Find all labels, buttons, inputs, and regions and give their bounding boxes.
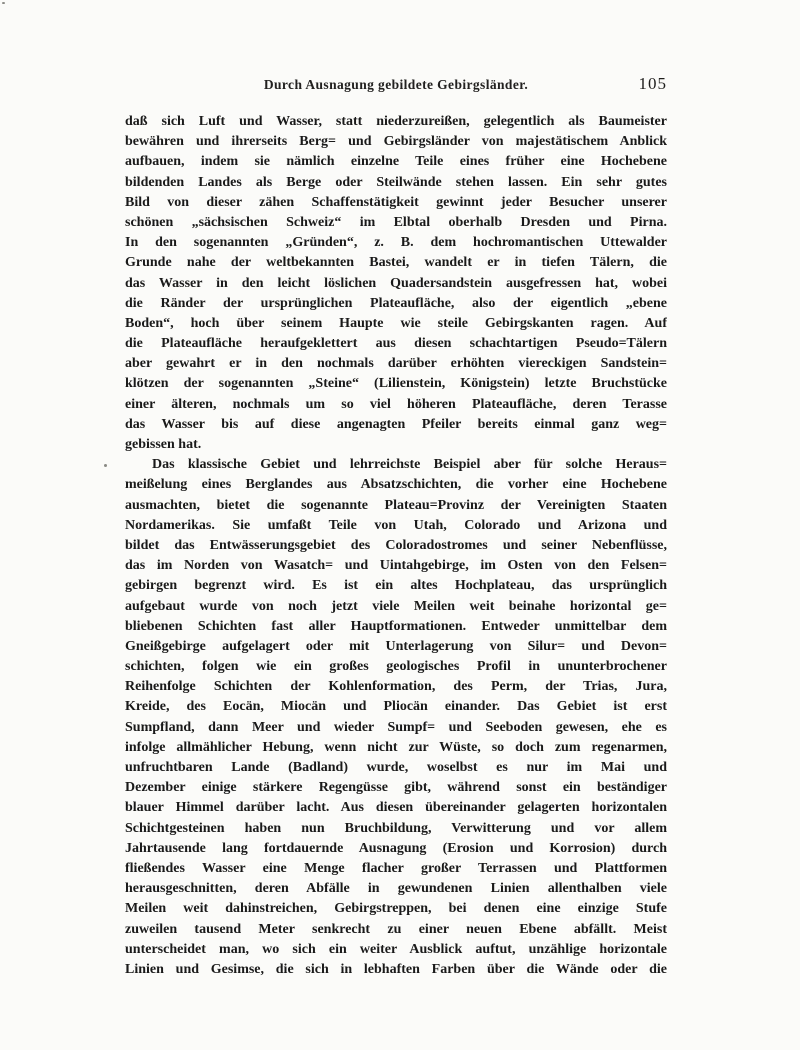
text-line: Schichtgesteinen haben nun Bruchbildung, Verwitterung und vor allem xyxy=(125,820,667,836)
scan-speck xyxy=(104,464,107,467)
text-line: Boden“, hoch über seinem Haupte wie steile Gebirgskanten ragen. Auf xyxy=(125,315,667,331)
text-line: bildenden Landes als Berge oder Steilwände stehen lassen. Ein sehr gutes xyxy=(125,174,667,190)
text-line: das Wasser in den leicht löslichen Quadersandstein ausgefressen hat, wobei xyxy=(125,275,667,291)
text-line: schönen „sächsischen Schweiz“ im Elbtal oberhalb Dresden und Pirna. xyxy=(125,214,667,230)
text-line: unterscheidet man, wo sich ein weiter Ausblick auftut, unzählige horizontale xyxy=(125,941,667,957)
text-line: herausgeschnitten, deren Abfälle in gewundenen Linien allenthalben viele xyxy=(125,881,667,897)
running-header xyxy=(125,74,667,96)
text-line: meißelung eines Berglandes aus Absatzschichten, die vorher eine Hochebene xyxy=(125,477,667,493)
text-line: Meilen weit dahinstreichen, Gebirgstreppen, bei denen eine einzige Stufe xyxy=(125,901,667,917)
text-line: unfruchtbaren Lande (Badland) wurde, woselbst es nur im Mai und xyxy=(125,760,667,775)
text-line: klötzen der sogenannten „Steine“ (Lilienstein, Königstein) letzte Bruchstücke xyxy=(125,376,667,392)
text-line: In den sogenannten „Gründen“, z. B. dem hochromantischen Uttewalder xyxy=(125,235,667,251)
text-line: einer älteren, nochmals um so viel höheren Plateaufläche, deren Terasse xyxy=(125,396,667,412)
text-line: Reihenfolge Schichten der Kohlenformation, des Perm, der Trias, Jura, xyxy=(125,679,667,695)
scan-speck xyxy=(2,2,5,4)
text-line: zuweilen tausend Meter senkrecht zu einer neuen Ebene abfällt. Meist xyxy=(125,921,667,937)
text-line: bildet das Entwässerungsgebiet des Coloradostromes und seiner Nebenflüsse, xyxy=(125,537,667,553)
text-line: Sumpfland, dann Meer und wieder Sumpf= und Seeboden gewesen, ehe es xyxy=(125,719,667,735)
text-line: infolge allmählicher Hebung, wenn nicht zur Wüste, so doch zum regenarmen, xyxy=(125,739,667,755)
text-line: blauer Himmel darüber lacht. Aus diesen übereinander gelagerten horizontalen xyxy=(125,800,667,816)
text-line: fließendes Wasser eine Menge flacher großer Terrassen und Plattformen xyxy=(125,860,667,876)
text-line: bliebenen Schichten fast aller Hauptformationen. Entweder unmittelbar dem xyxy=(125,618,667,634)
text-line: aufgebaut wurde von noch jetzt viele Meilen weit beinahe horizontal ge= xyxy=(125,598,667,614)
text-line: ausmachten, bietet die sogenannte Plateau=Provinz der Vereinigten Staaten xyxy=(125,497,667,513)
text-line: Das klassische Gebiet und lehrreichste Beispiel aber für solche Heraus= xyxy=(152,457,667,473)
text-line: das im Norden von Wasatch= und Uintahgebirge, im Osten von den Felsen= xyxy=(125,558,667,574)
text-line: Linien und Gesimse, die sich in lebhaften Farben über die Wände oder die xyxy=(125,961,667,977)
body-text xyxy=(125,112,667,980)
text-line: schichten, folgen wie ein großes geologisches Profil in ununterbrochener xyxy=(125,659,667,675)
text-line: Gneißgebirge aufgelagert oder mit Unterlagerung von Silur= und Devon= xyxy=(125,638,667,654)
text-line: Kreide, des Eocän, Miocän und Pliocän einander. Das Gebiet ist erst xyxy=(125,699,667,715)
text-line: bewähren und ihrerseits Berg= und Gebirgsländer von majestätischem Anblick xyxy=(125,134,667,150)
paragraph-2 xyxy=(125,455,667,980)
text-line: die Plateaufläche heraufgeklettert aus diesen schachtartigen Pseudo=Tälern xyxy=(125,336,667,352)
paragraph-1 xyxy=(125,112,667,455)
text-line: Jahrtausende lang fortdauernde Ausnagung (Erosion und Korrosion) durch xyxy=(125,840,667,856)
text-line: Bild von dieser zähen Schaffenstätigkeit gewinnt jeder Besucher unserer xyxy=(125,194,667,210)
running-header-title: Durch Ausnagung gebildete Gebirgsländer. xyxy=(263,77,529,92)
text-line: daß sich Luft und Wasser, statt niederzureißen, gelegentlich als Baumeister xyxy=(125,114,667,129)
page-number: 105 xyxy=(638,74,667,93)
text-line: das Wasser bis auf diese angenagten Pfeiler bereits einmal ganz weg= xyxy=(125,416,667,432)
text-line: aber gewahrt er in den nochmals darüber erhöhten viereckigen Sandstein= xyxy=(125,356,667,372)
text-line: Nordamerikas. Sie umfaßt Teile von Utah, Colorado und Arizona und xyxy=(125,517,667,533)
text-line: die Ränder der ursprünglichen Plateaufläche, also der eigentlich „ebene xyxy=(125,295,667,311)
text-line: gebissen hat. xyxy=(125,437,202,452)
text-column xyxy=(125,74,667,980)
text-line: gebirgen begrenzt wird. Es ist ein altes Hochplateau, das ursprünglich xyxy=(125,578,667,594)
text-line: aufbauen, indem sie nämlich einzelne Teile eines früher eine Hochebene xyxy=(125,154,667,170)
text-line: Dezember einige stärkere Regengüsse gibt, während sonst ein beständiger xyxy=(125,780,667,796)
text-line: Grunde nahe der weltbekannten Bastei, wandelt er in tiefen Tälern, die xyxy=(125,255,667,271)
